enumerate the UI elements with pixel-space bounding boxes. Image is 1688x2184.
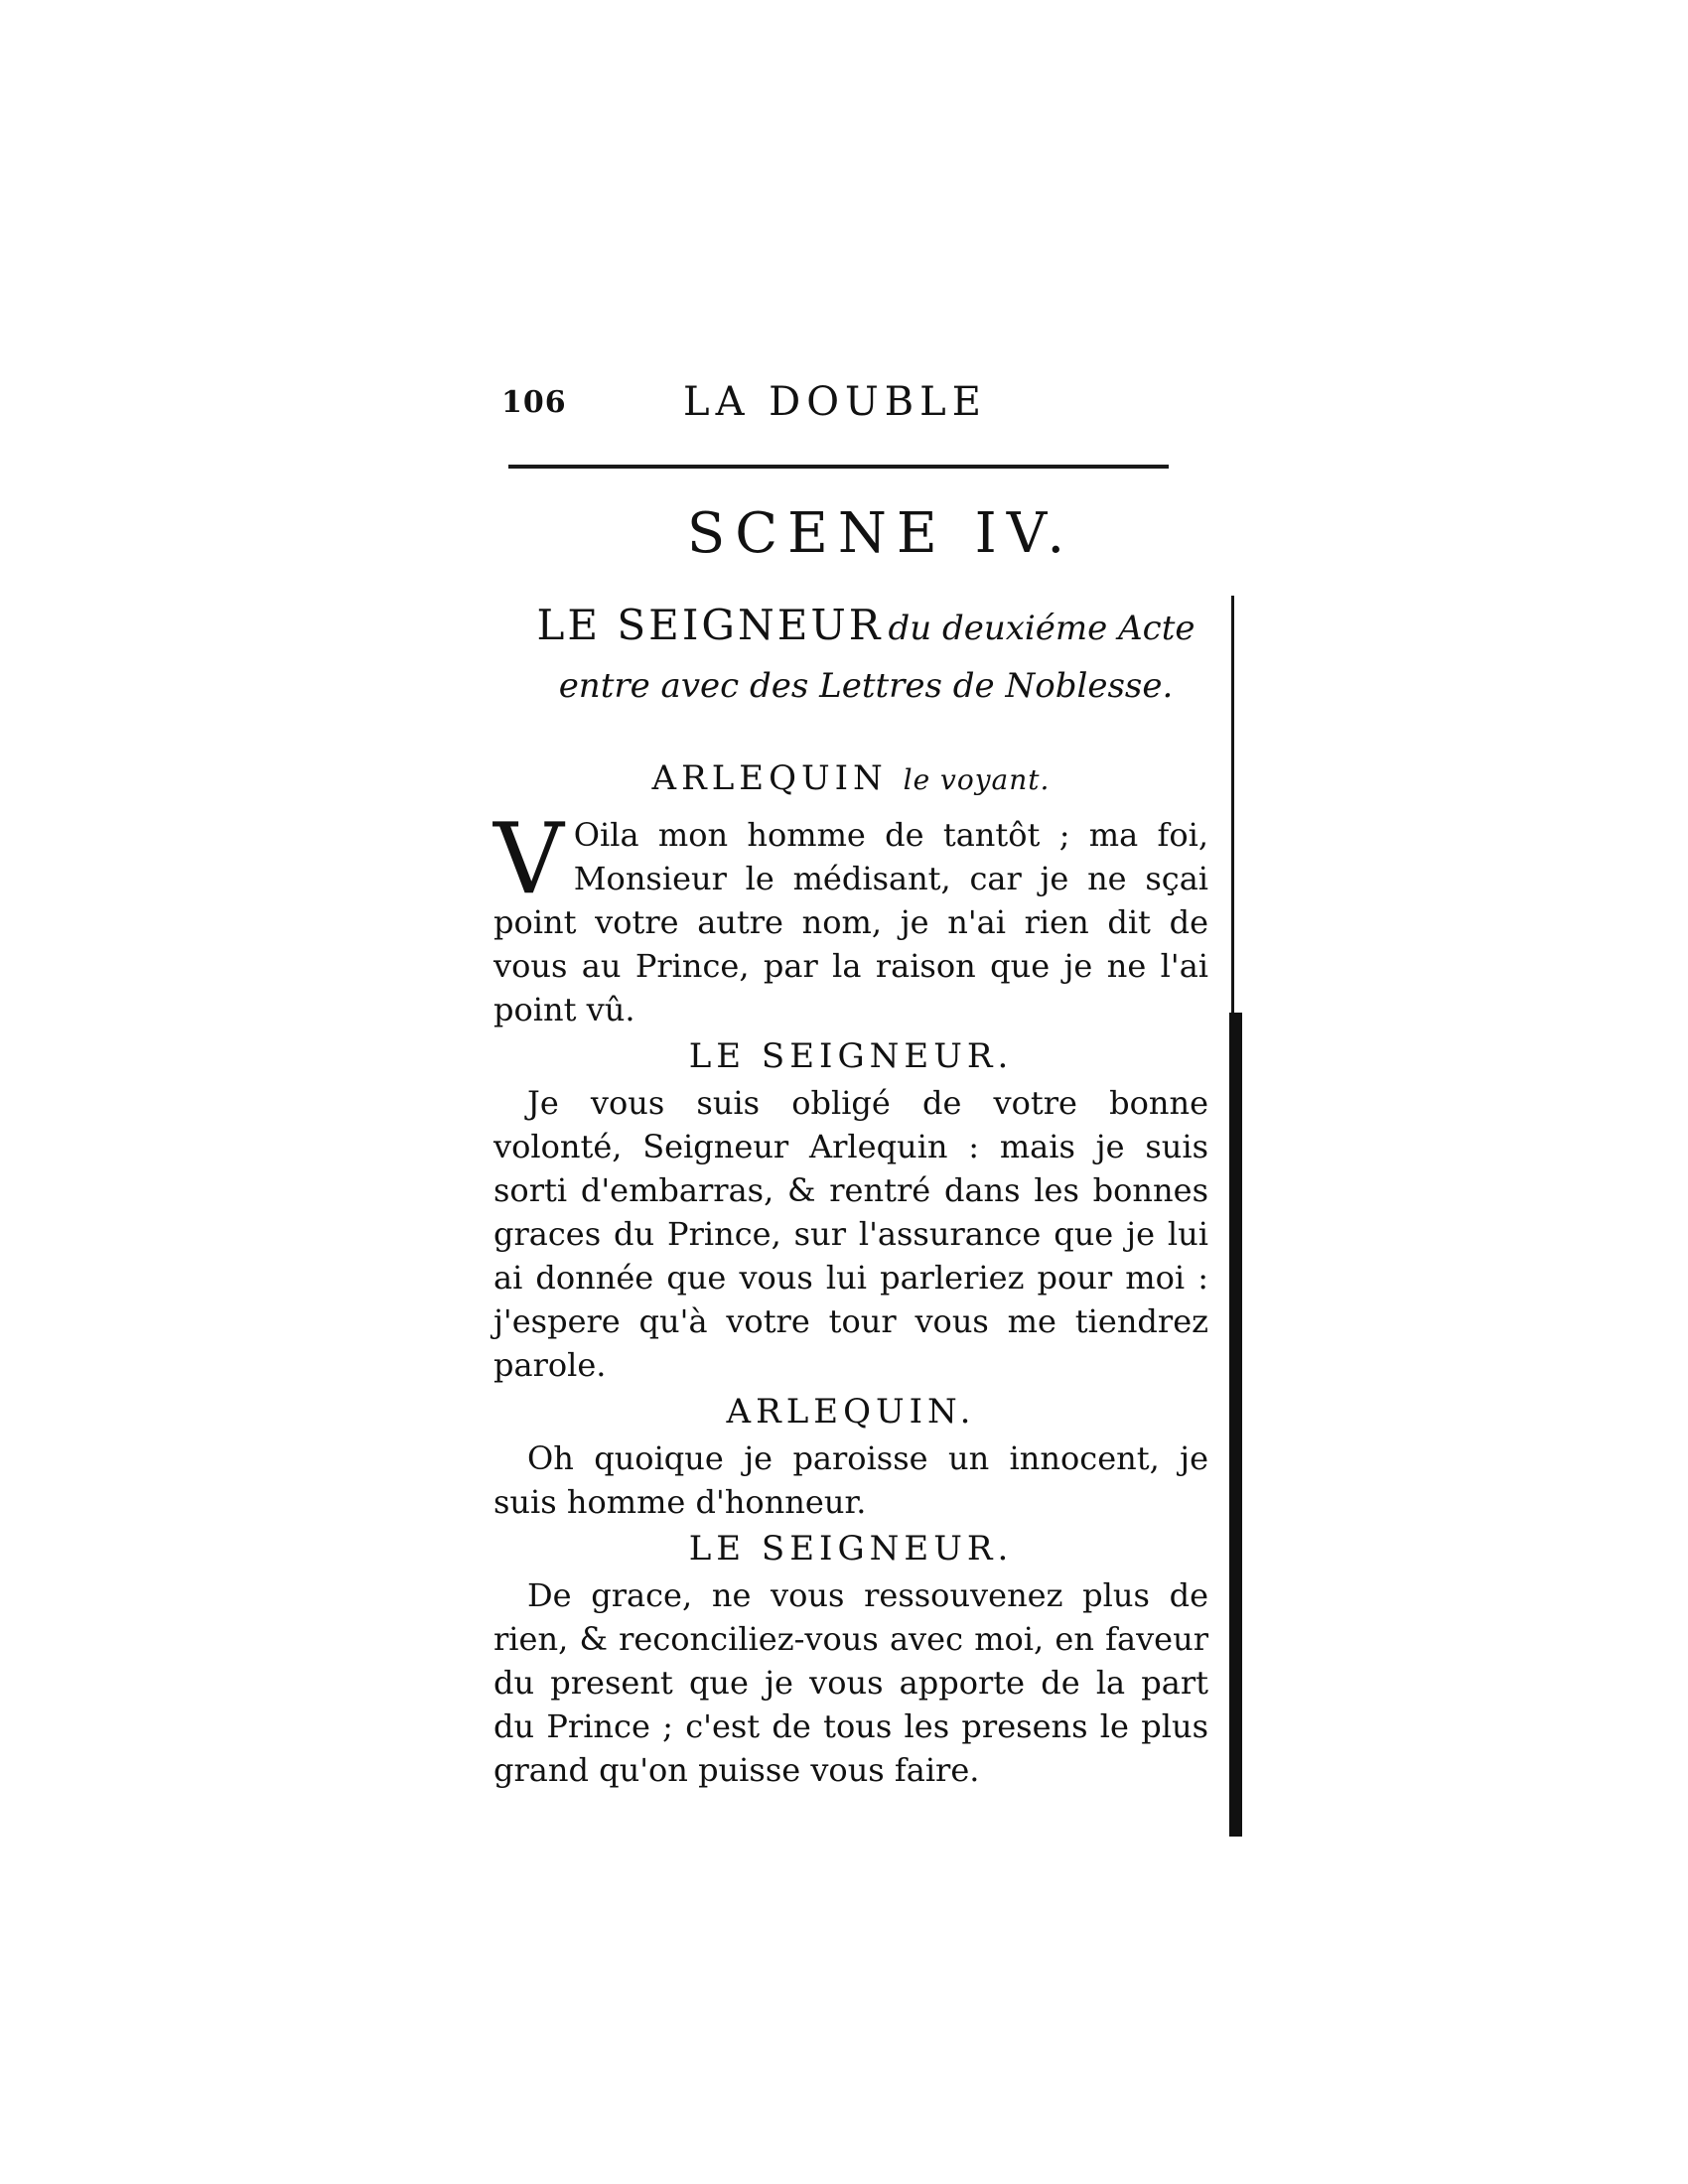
direction-line1: du deuxiéme Acte [888,609,1196,648]
scene-title: SCENE IV. [686,501,1075,566]
direction-speaker: LE SEIGNEUR [536,601,884,649]
speech-3: Oh quoique je paroisse un innocent, je suis homme d'honneur. [493,1439,1208,1521]
speech-1 [493,803,1208,1031]
speaker-heading-4 [493,1526,1208,1571]
running-head: LA DOUBLE [683,379,987,425]
speaker-heading-3 [493,1389,1208,1434]
scan-edge-shadow-thick [1229,1013,1242,1837]
speech-2: Je vous suis obligé de votre bonne volonté, Seigneur Arlequin : mais je suis sorti d'embarras, & rentré dans les bonnes graces du Prince, sur l'assurance que je lui ai donnée que vous lui parleriez pour moi : j'espere qu'à votre tour vous me tiendrez parole. [493,1084,1208,1384]
speaker-heading-1 [493,755,1208,803]
header-rule [508,465,1169,469]
speaker-heading-2 [493,1033,1208,1079]
drop-cap: V [493,803,564,916]
page-body [493,501,1208,1792]
page-header [501,379,1196,439]
speech-4: De grace, ne vous ressouvenez plus de rien, & reconciliez-vous avec moi, en faveur du present que je vous apporte de la part du Prince ; c'est de tous les presens le plus grand qu'on puisse vous faire. [493,1576,1208,1789]
page-number: 106 [501,385,567,420]
direction-line2: entre avec des Lettres de Noblesse. [558,666,1174,706]
stage-direction [493,600,1208,718]
speaker-name: ARLEQUIN [651,758,888,798]
speaker-name: LE SEIGNEUR. [688,1036,1014,1076]
speech-text: Oila mon homme de tantôt ; ma foi, Monsieur le médisant, car je ne sçai point votre autre nom, je n'ai rien dit de vous au Prince, par la raison que je ne l'ai point vû. [493,816,1208,1028]
scan-edge-shadow-thin [1231,596,1234,1013]
speaker-name: ARLEQUIN. [726,1392,976,1432]
speaker-name: LE SEIGNEUR. [688,1529,1014,1569]
speaker-direction: le voyant. [903,763,1051,796]
